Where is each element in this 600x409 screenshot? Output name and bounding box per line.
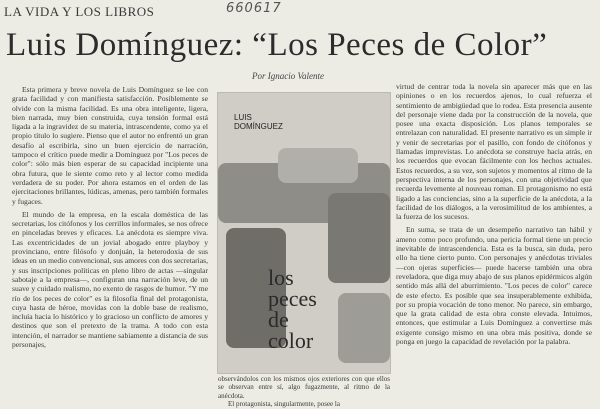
cover-shape [278, 148, 358, 183]
cover-shape [338, 293, 390, 363]
cover-author: LUIS DOMÍNGUEZ [234, 113, 283, 131]
cover-title: los peces de color [268, 265, 317, 353]
article-middle-tail [218, 375, 390, 409]
paragraph: El protagonista, singularmente, posee la [228, 400, 340, 409]
article-byline: Por Ignacio Valente [252, 71, 324, 81]
paragraph: El mundo de la empresa, en la escala doméstica de las secretarias, los citófonos y los cerrillos informales, se nos ofrece en pinceladas breves y eficaces. La anécdota es siempre viva. Las excentricidades de un jovial abogado entre playboy y provinciano, entre filósofo y donjuán, la heterodoxia de sus ideas en un medio convencional, sus amores con dos secretarias, y sus inscripciones políticas en pleno libro de actas —singular sabotaje a la empresa—, configuran una narración leve, de un suave y cuidado realismo, no exento de rasgos de humor. "Y me río de los peces de color" es la filosofía final del protagonista, cuya hasta de héroe, movidas con la doble base de realismo, incluía hacia lo histórico y lo gracioso un conflicto de amores y destinos que son el pretexto de la trama. A todo con esta intención, el narrador se mantiene sabiamente a distancia de sus personajes, [12, 209, 208, 350]
section-header: LA VIDA Y LOS LIBROS [4, 4, 155, 19]
paragraph: observándolos con los mismos ojos exteriores con que ellos se observan entre sí, algo fugazmente, al ritmo de la anécdota. [218, 375, 390, 400]
archive-number: 660617 [226, 1, 282, 16]
paragraph: Esta primera y breve novela de Luis Domínguez se lee con grata facilidad y con manifiesta satisfacción. Posiblemente se olvide con la misma facilidad. Es una obra inteligente, ligera, bien narrada, muy bien construida, cuya tensión formal está ligada a la ingravidez de su materia, intrascendente, como ya el propio título lo sugiere. Pienso que el autor no enfrentó un gran desafío al escribirla, sino un buen ejercicio de narración, tampoco el crítico puede medir a Domínguez por "Los peces de color": sólo más bien esperar de su capacidad incipiente una obra futura, que le siente como reto y al lector como medida verdadera de su poder. Por ahora estamos en el orden de las ejercitaciones brillantes, lúdicas, amenas, pero también formales y fugaces. [12, 85, 208, 206]
paragraph: virtud de centrar toda la novela sin aparecer más que en las opiniones o en los recuerdos ajenos, lo cual refuerza el sentimiento de ambigüedad que lo rodea. Esta presencia ausente del personaje viene dada por la construcción de la novela, que posee una exacta disposición. Los planos temporales se entrelazan con naturalidad. El presente narrativo es un simple ir y venir de secretarias por el pasillo, con fondo de citófonos y llamadas imprevistas. Lo anécdota se construye hacia atrás, en los recuerdos que evocan fácilmente con los hechos actuales. Estos recuerdos, a su vez, son sujetos y momentos al ritmo de la perspectiva interna de los personajes, con una objetividad que recuerda levemente al nouveau roman. El protagonismo no está ligado a las conciencias, sino a la superficie de la anécdota, a la facilidad de los diálogos, a la verosimilitud de los ambientes, a la fuerza de los sucesos. [396, 82, 592, 222]
article-left-column [12, 85, 208, 353]
article-right-column [396, 82, 592, 350]
article-headline: Luis Domínguez: “Los Peces de Color” [6, 27, 548, 63]
paragraph: En suma, se trata de un desempeño narrativo tan hábil y ameno como poco profundo, una pericia formal tiene un precio inevitable de intrascendencia. Esta es la busca, sin duda, pero ello ha tiene cierto punto. Con personajes y anécdotas triviales —con ojeras superficies— puede hacerse también una obra reveladora, que diga muy abajo de sus planos epidérmicos algún sentido más allá del aburrimiento. "Los peces de color" carece de este efecto. Es posible que sea insuperablemente exhibida, por su propia vocación de tono menor. No parece, sin embargo, que la grata calidad de esta obra conste elevada. Intuimos, entonces, que estimular a Luis Domínguez a convertirse más exigente consigo mismo en una obra más positiva, donde se ponga en juego la capacidad de revelación por la palabra. [396, 225, 592, 347]
cover-shape [328, 193, 390, 283]
book-cover-image [217, 92, 391, 374]
